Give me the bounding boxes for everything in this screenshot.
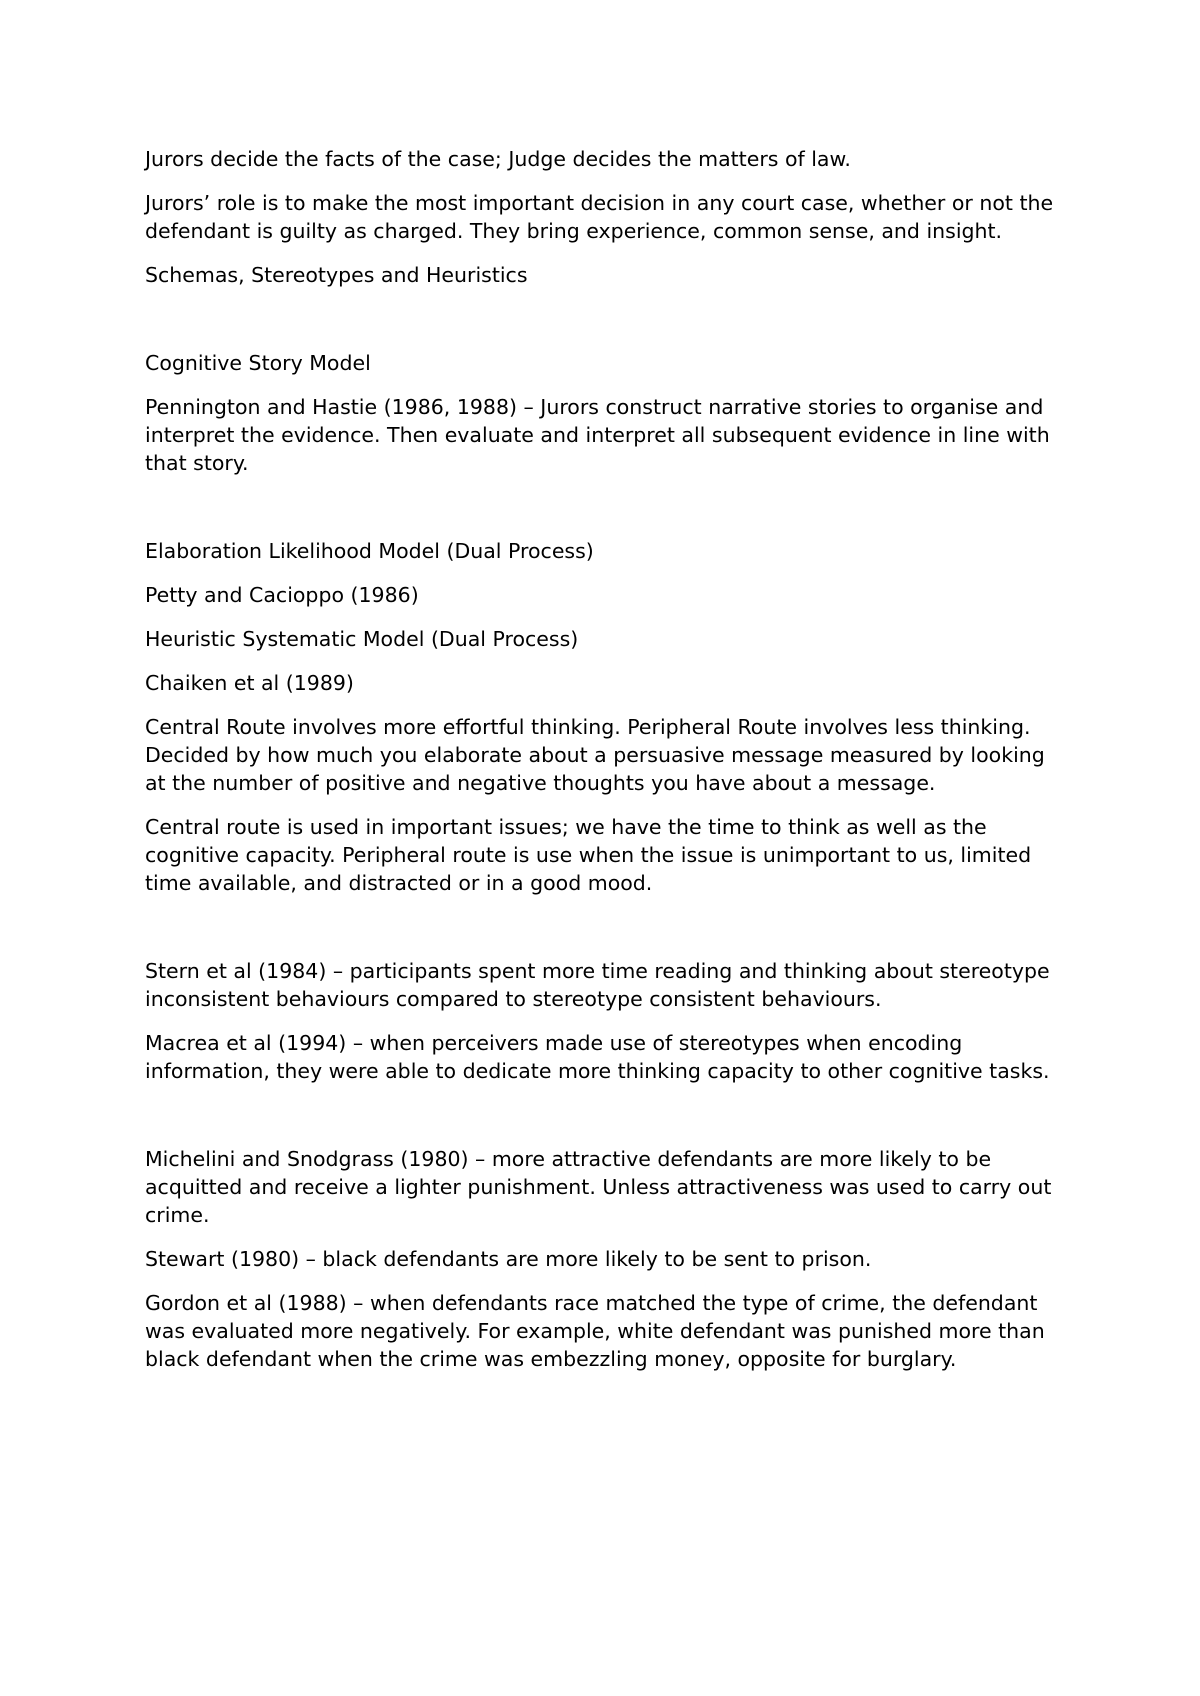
paragraph-stewart: Stewart (1980) – black defendants are more likely to be sent to prison. — [145, 1247, 872, 1271]
paragraph-gordon: Gordon et al (1988) – when defendants race matched the type of crime, the defendant was evaluated more negatively. For example, white defendant was punished more than black defendant when the crime was embezzling money, opposite for burglary. — [145, 1291, 1045, 1371]
paragraph-jurors-role: Jurors’ role is to make the most important decision in any court case, whether or not the defendant is guilty as charged. They bring experience, common sense, and insight. — [145, 191, 1054, 243]
paragraph-chaiken: Chaiken et al (1989) — [145, 671, 354, 695]
heading-elaboration-likelihood: Elaboration Likelihood Model (Dual Process) — [145, 539, 594, 563]
paragraph-stern: Stern et al (1984) – participants spent more time reading and thinking about stereotype inconsistent behaviours compared to stereotype consistent behaviours. — [145, 959, 1050, 1011]
heading-schemas: Schemas, Stereotypes and Heuristics — [145, 263, 528, 287]
paragraph-pennington-hastie: Pennington and Hastie (1986, 1988) – Jurors construct narrative stories to organise and interpret the evidence. Then evaluate and interpret all subsequent evidence in line with that story. — [145, 395, 1050, 475]
paragraph-macrea: Macrea et al (1994) – when perceivers made use of stereotypes when encoding information, they were able to dedicate more thinking capacity to other cognitive tasks. — [145, 1031, 1050, 1083]
paragraph-petty-cacioppo: Petty and Cacioppo (1986) — [145, 583, 419, 607]
heading-cognitive-story-model: Cognitive Story Model — [145, 351, 371, 375]
paragraph-jurors-facts: Jurors decide the facts of the case; Judge decides the matters of law. — [145, 147, 851, 171]
paragraph-michelini-snodgrass: Michelini and Snodgrass (1980) – more attractive defendants are more likely to be acquitted and receive a lighter punishment. Unless attractiveness was used to carry out crime. — [145, 1147, 1052, 1227]
heading-heuristic-systematic: Heuristic Systematic Model (Dual Process) — [145, 627, 579, 651]
document-body — [145, 145, 1070, 1389]
paragraph-central-peripheral-route: Central Route involves more effortful thinking. Peripheral Route involves less thinking. Decided by how much you elaborate about a persuasive message measured by looking at the number of positive and negative thoughts you have about a message. — [145, 715, 1045, 795]
paragraph-route-usage: Central route is used in important issues; we have the time to think as well as the cognitive capacity. Peripheral route is use when the issue is unimportant to us, limited time available, and distracted or in a good mood. — [145, 815, 1032, 895]
